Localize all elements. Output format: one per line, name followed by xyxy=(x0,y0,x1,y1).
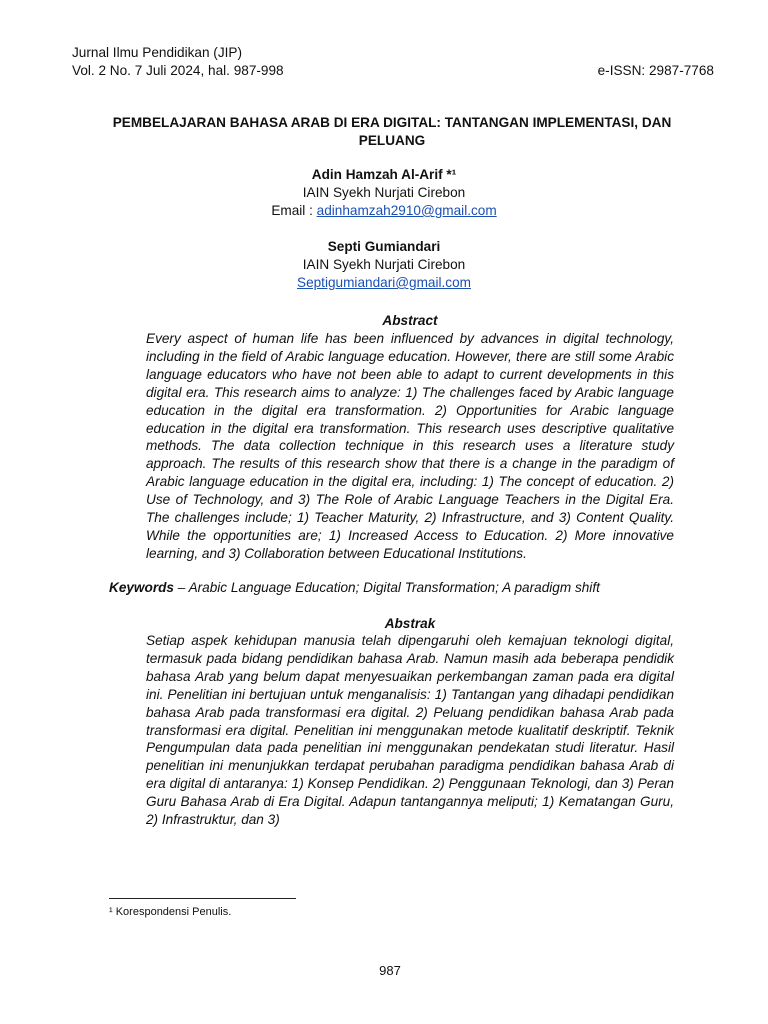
abstract-text: Every aspect of human life has been influenced by advances in digital technology, including in the field of Arabic language education. However, there are still some Arabic language educators who have not been able to adapt to current developments in this digital era. This research aims to analyze: 1) The challenges faced by Arabic language education in the digital era transformation. 2) Opportunities for Arabic language education in the digital era transformation. This research uses descriptive qualitative methods. The data collection technique in this research uses a literature study approach. The results of this research show that there is a change in the paradigm of Arabic language education in the digital era, including: 1) The concept of education. 2) Use of Technology, and 3) The Role of Arabic Language Teachers in the Digital Era. The challenges include; 1) Teacher Maturity, 2) Infrastructure, and 3) Content Quality. While the opportunities are; 1) Increased Access to Education. 2) More innovative learning, and 3) Collaboration between Educational Institutions. xyxy=(146,331,674,561)
author-email-line xyxy=(0,274,768,292)
author-name: Septi Gumiandari xyxy=(327,239,441,254)
abstrak-text: Setiap aspek kehidupan manusia telah dipengaruhi oleh kemajuan teknologi digital, termasuk pada bidang pendidikan bahasa Arab. Namun masih ada beberapa pendidik bahasa Arab yang belum dapat menyesuaikan perkembangan zaman pada era digital ini. Penelitian ini bertujuan untuk menganalisis: 1) Tantangan yang dihadapi pendidikan bahasa Arab pada transformasi era digital. 2) Peluang pendidikan bahasa Arab pada transformasi era digital. Penelitian ini menggunakan metode kualitatif deskriptif. Teknik Pengumpulan data pada penelitian ini menggunakan pendekatan studi literatur. Hasil penelitian ini menunjukkan terdapat perubahan paradigma pendidikan bahasa Arab di era digital di antaranya: 1) Konsep Pendidikan. 2) Penggunaan Teknologi, dan 3) Peran Guru Bahasa Arab di Era Digital. Adapun tantangannya meliputi; 1) Kematangan Guru, 2) Infrastruktur, dan 3) xyxy=(146,633,674,828)
journal-header xyxy=(72,44,714,80)
keywords-text: – Arabic Language Education; Digital Transformation; A paradigm shift xyxy=(173,580,600,595)
journal-info-row xyxy=(72,62,714,80)
author-email-link[interactable]: adinhamzah2910@gmail.com xyxy=(316,203,497,218)
keywords-line xyxy=(109,579,709,597)
abstract-heading: Abstract xyxy=(382,313,438,328)
paper-title: PEMBELAJARAN BAHASA ARAB DI ERA DIGITAL: TANTANGAN IMPLEMENTASI, DAN PELUANG xyxy=(112,115,672,148)
journal-issn: e-ISSN: 2987-7768 xyxy=(597,63,714,78)
keywords-label: Keywords xyxy=(109,580,174,595)
page-number: 987 xyxy=(379,963,401,978)
footnote-divider xyxy=(109,898,296,899)
author-email-link[interactable]: Septigumiandari@gmail.com xyxy=(297,275,471,290)
author-block-1 xyxy=(0,166,768,220)
journal-name: Jurnal Ilmu Pendidikan (JIP) xyxy=(72,45,242,60)
author-block-2 xyxy=(0,238,768,292)
journal-volume: Vol. 2 No. 7 Juli 2024, hal. 987-998 xyxy=(72,63,284,78)
footnote: ¹ Korespondensi Penulis. xyxy=(109,906,232,918)
author-affiliation: IAIN Syekh Nurjati Cirebon xyxy=(302,257,466,272)
author-affiliation: IAIN Syekh Nurjati Cirebon xyxy=(302,185,466,200)
email-label: Email : xyxy=(271,203,317,218)
abstrak-heading: Abstrak xyxy=(384,616,436,631)
author-name: Adin Hamzah Al-Arif *¹ xyxy=(311,167,457,182)
author-email-line xyxy=(0,202,768,220)
